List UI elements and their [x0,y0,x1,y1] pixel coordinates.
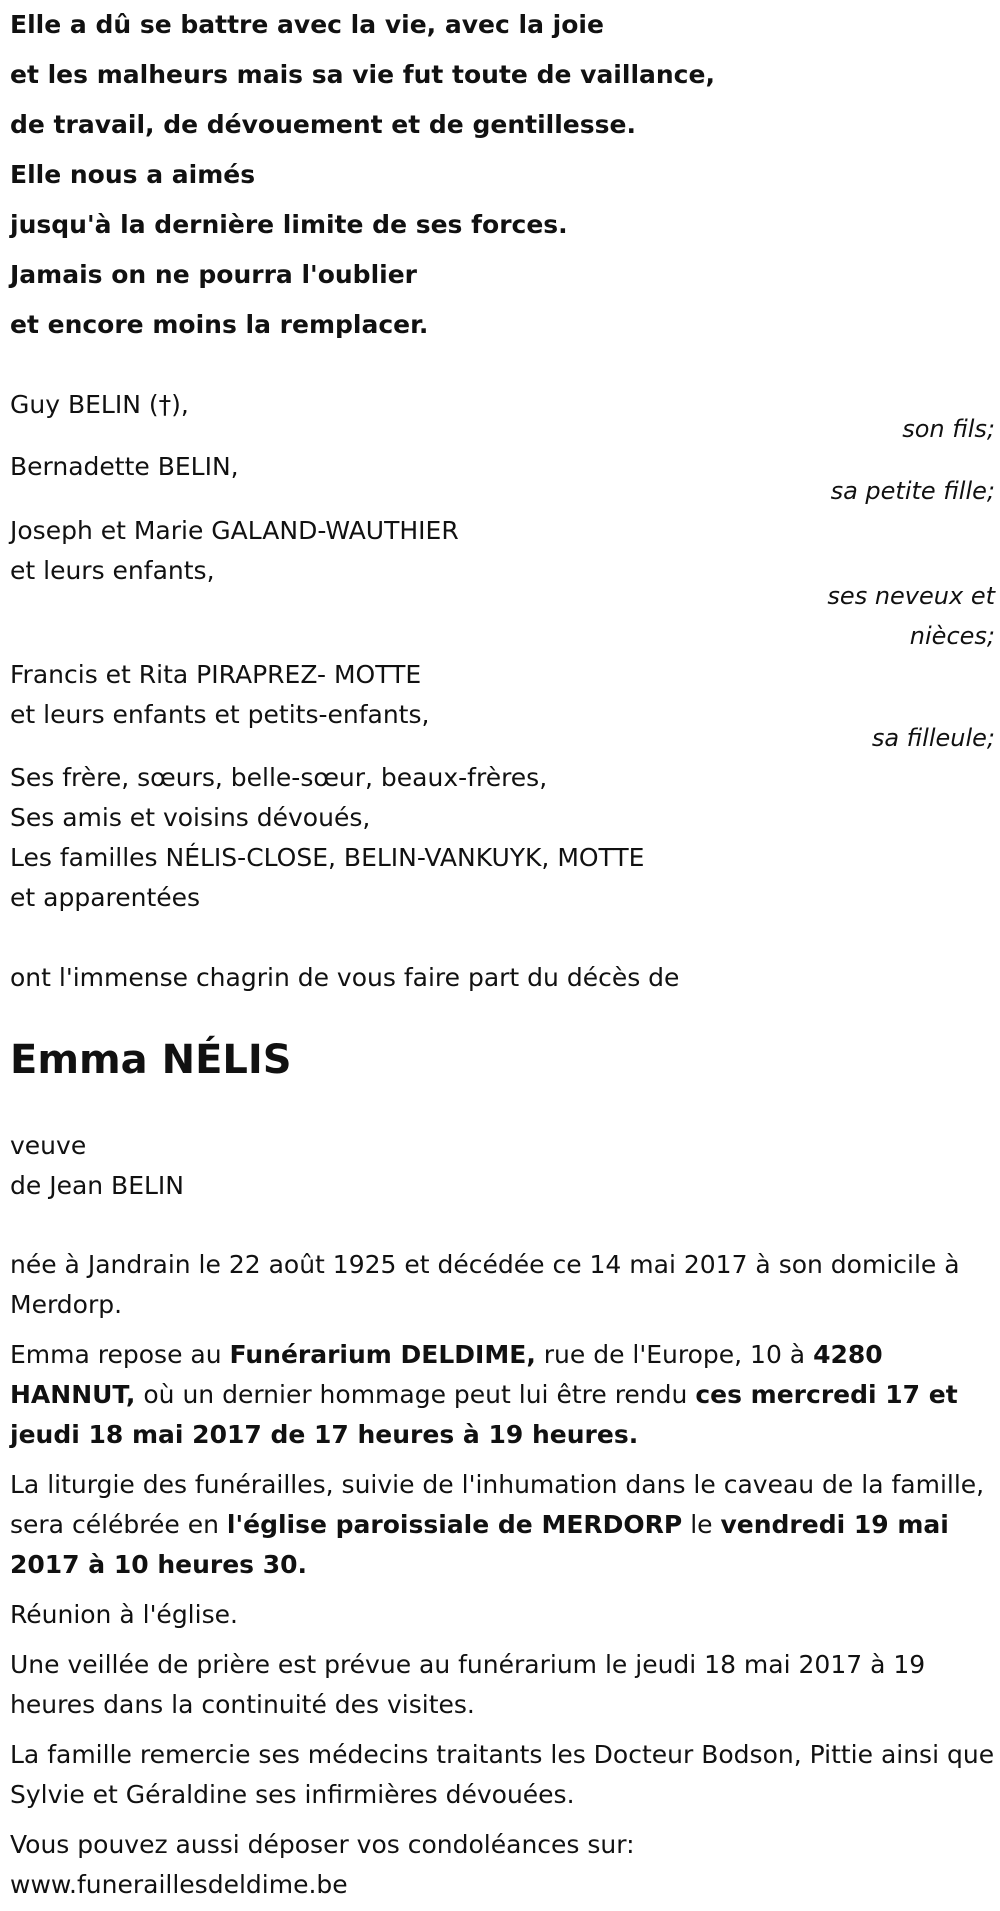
family-member-relation: sa petite fille; [830,477,995,505]
liturgy-text: le [682,1510,721,1539]
repose-text: où un dernier hommage peut lui être rendu [135,1380,696,1409]
poem-line: et les malheurs mais sa vie fut toute de vaillance, [10,60,715,89]
widow-line: veuve [10,1131,87,1160]
church-name: l'église paroissiale de MERDORP [226,1510,683,1539]
birth-death-paragraph: née à Jandrain le 22 août 1925 et décédée ce 14 mai 2017 à son domicile à Merdorp. [10,1250,960,1319]
widow-line: de Jean BELIN [10,1171,185,1200]
family-member-name: et leurs enfants et petits-enfants, [10,700,430,729]
condolences-link[interactable]: www.funeraillesdeldime.be [10,1870,348,1899]
family-member-name: Joseph et Marie GALAND-WAUTHIER [10,516,459,545]
family-others-line: Ses frère, sœurs, belle-sœur, beaux-frères, [10,763,548,792]
family-member-relation: nièces; [909,622,995,650]
repose-text: Emma repose au [10,1340,230,1369]
family-others-line: et apparentées [10,883,201,912]
liturgy-paragraph [10,1465,995,1585]
family-member-name: et leurs enfants, [10,556,215,585]
vigil-paragraph: Une veillée de prière est prévue au funérarium le jeudi 18 mai 2017 à 19 heures dans la continuité des visites. [10,1650,926,1719]
repose-text: rue de l'Europe, 10 à [535,1340,814,1369]
visiting-hours: ces mercredi 17 et jeudi 18 mai 2017 de 17 heures à 19 heures. [10,1380,958,1449]
deceased-name: Emma NÉLIS [10,1037,292,1083]
liturgy-text: La liturgie des funérailles, suivie de l'inhumation dans le caveau de la famille, sera célébrée en [10,1470,985,1539]
condolences-text: Vous pouvez aussi déposer vos condoléances sur: [10,1830,635,1859]
poem-line: de travail, de dévouement et de gentillesse. [10,110,636,139]
funeral-home-name: Funérarium DELDIME, [229,1340,536,1369]
ceremony-date: vendredi 19 mai 2017 à 10 heures 30. [10,1510,949,1579]
poem-line: et encore moins la remplacer. [10,310,429,339]
poem-line: Elle a dû se battre avec la vie, avec la joie [10,10,604,39]
family-member-relation: ses neveux et [827,582,995,610]
poem-line: jusqu'à la dernière limite de ses forces. [10,210,568,239]
poem-line: Jamais on ne pourra l'oublier [10,260,417,289]
family-member-name: Francis et Rita PIRAPREZ- MOTTE [10,660,422,689]
family-member-name: Bernadette BELIN, [10,452,239,481]
family-others-line: Les familles NÉLIS-CLOSE, BELIN-VANKUYK, MOTTE [10,843,645,872]
family-member-relation: sa filleule; [871,724,995,752]
family-member-relation: son fils; [902,415,995,443]
repose-paragraph [10,1335,995,1455]
poem-line: Elle nous a aimés [10,160,256,189]
thanks-paragraph: La famille remercie ses médecins traitants les Docteur Bodson, Pittie ainsi que Sylvie et Géraldine ses infirmières dévouées. [10,1740,995,1809]
announcement: ont l'immense chagrin de vous faire part du décès de [10,963,680,992]
funeral-home-city: 4280 HANNUT, [10,1340,883,1409]
family-member-name: Guy BELIN (†), [10,390,189,419]
family-others-line: Ses amis et voisins dévoués, [10,803,371,832]
reunion-paragraph: Réunion à l'église. [10,1600,238,1629]
